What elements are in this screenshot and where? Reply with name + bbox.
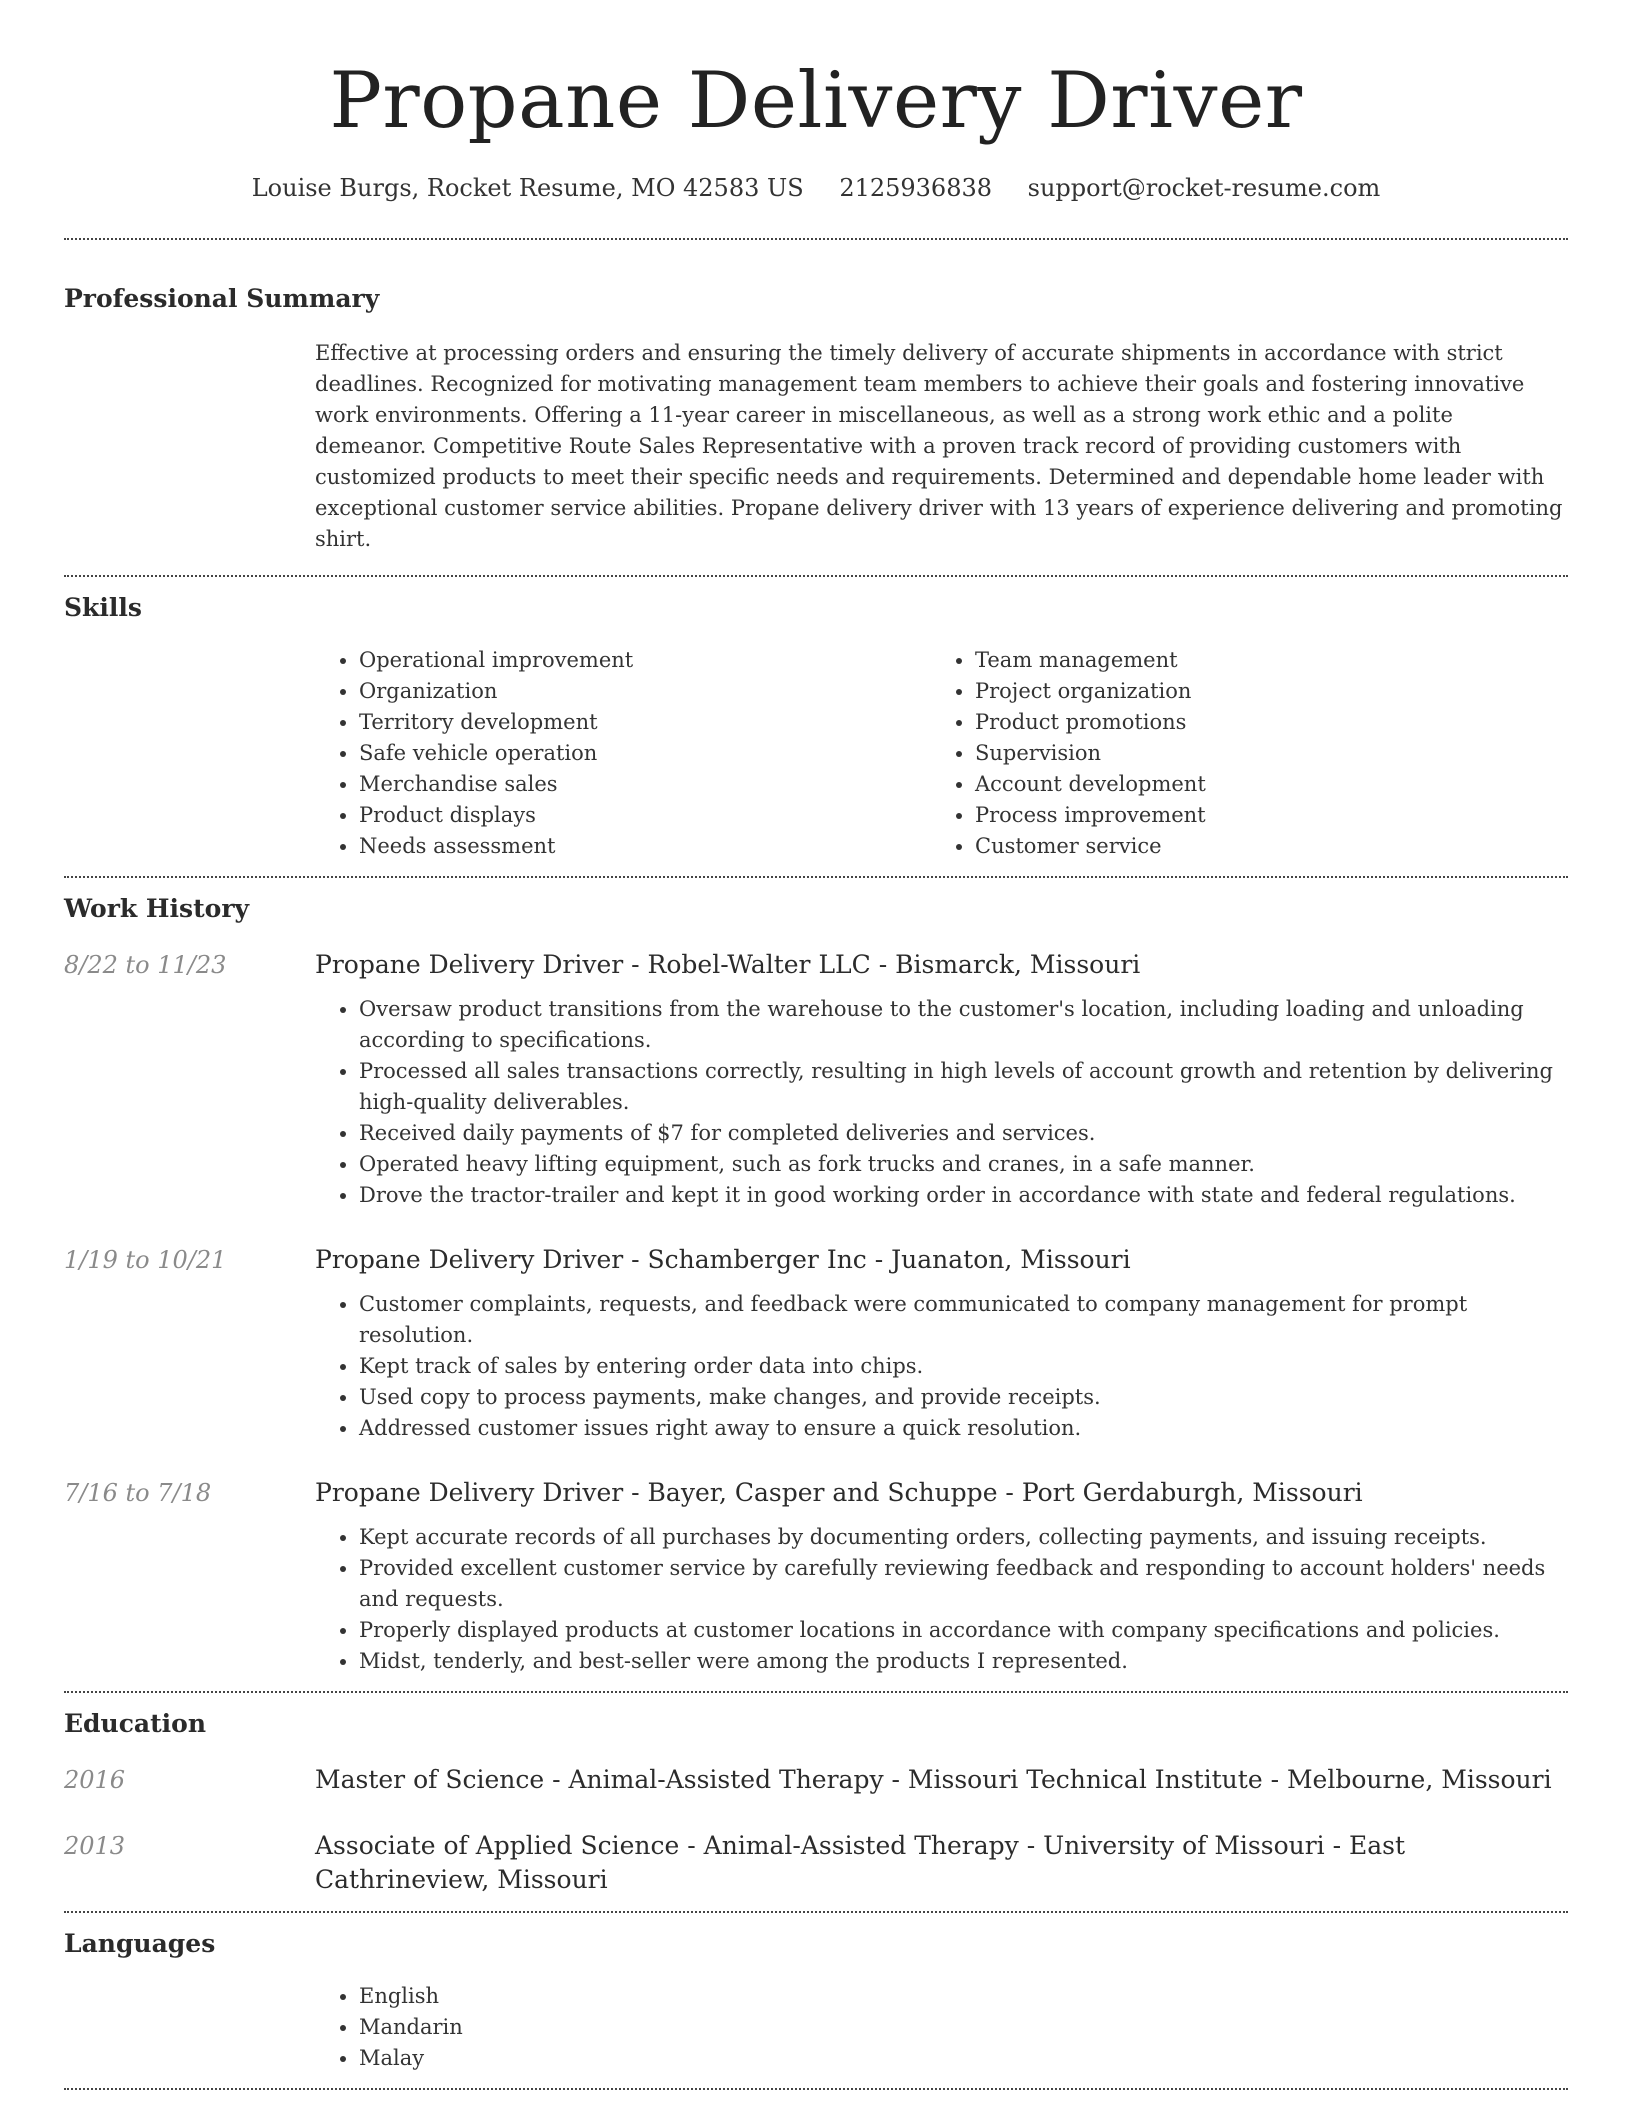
section-divider: [64, 2088, 1568, 2090]
job-bullet: • Kept accurate records of all purchases by documenting orders, collecting payments, and issuing receipts.: [359, 1522, 1568, 1553]
skill-item: • Needs assessment: [359, 831, 931, 862]
work-section: [64, 878, 1568, 1691]
job-bullet: • Drove the tractor-trailer and kept it in good working order in accordance with state and federal regulations.: [359, 1180, 1568, 1211]
summary-text: Effective at processing orders and ensuring the timely delivery of accurate shipments in accordance with strict deadlines. Recognized for motivating management team members to achieve their goals and fostering innovative work environments. Offering a 11-year career in miscellaneous, as well as a strong work ethic and a polite demeanor. Competitive Route Sales Representative with a proven track record of providing customers with customized products to meet their specific needs and requirements. Determined and dependable home leader with exceptional customer service abilities. Propane delivery driver with 13 years of experience delivering and promoting shirt.: [315, 341, 1563, 551]
skill-item: • Merchandise sales: [359, 769, 931, 800]
education-heading: Education: [64, 1709, 207, 1738]
job-bullets: [315, 1522, 1568, 1677]
job-bullet: • Received daily payments of $7 for completed deliveries and services.: [359, 1118, 1568, 1149]
skills-columns: [315, 625, 1568, 876]
job-date: 1/19 to 10/21: [64, 1246, 227, 1274]
skill-item: • Safe vehicle operation: [359, 738, 931, 769]
skill-item: • Operational improvement: [359, 645, 931, 676]
skill-item: • Territory development: [359, 707, 931, 738]
skills-list-left: [315, 645, 931, 862]
skill-item: • Organization: [359, 676, 931, 707]
skills-list-right: [931, 645, 1547, 862]
education-section: [64, 1693, 1568, 1911]
skills-section: [64, 577, 1568, 876]
summary-section: [64, 240, 1568, 575]
job-title: Propane Delivery Driver - Robel-Walter LLC - Bismarck, Missouri: [315, 950, 1141, 979]
contact-line: [64, 172, 1568, 204]
skill-item: • Team management: [975, 645, 1547, 676]
job-date: 8/22 to 11/23: [64, 951, 227, 979]
job-bullet: • Customer complaints, requests, and feedback were communicated to company management for prompt resolution.: [359, 1289, 1568, 1351]
job-date: 7/16 to 7/18: [64, 1479, 212, 1507]
education-date: 2013: [64, 1832, 126, 1860]
education-date: 2016: [64, 1766, 126, 1794]
skill-item: • Product promotions: [975, 707, 1547, 738]
job-title: Propane Delivery Driver - Bayer, Casper and Schuppe - Port Gerdaburgh, Missouri: [315, 1478, 1363, 1507]
job-bullet: • Used copy to process payments, make changes, and provide receipts.: [359, 1382, 1568, 1413]
job-bullet: • Addressed customer issues right away to ensure a quick resolution.: [359, 1413, 1568, 1444]
language-item: • Malay: [359, 2043, 1568, 2074]
language-item: • Mandarin: [359, 2012, 1568, 2043]
skill-item: • Process improvement: [975, 800, 1547, 831]
contact-address: Louise Burgs, Rocket Resume, MO 42583 US: [251, 174, 804, 202]
education-title: Master of Science - Animal-Assisted Therapy - Missouri Technical Institute - Melbourne, Missouri: [315, 1765, 1552, 1794]
job-bullet: • Properly displayed products at customer locations in accordance with company specifications and policies.: [359, 1615, 1568, 1646]
contact-phone: 2125936838: [839, 174, 993, 202]
languages-section: [64, 1913, 1568, 2088]
education-title: Associate of Applied Science - Animal-Assisted Therapy - University of Missouri - East Cathrineview, Missouri: [315, 1831, 1406, 1894]
job-bullets: [315, 1289, 1568, 1444]
resume-title: Propane Delivery Driver: [329, 56, 1303, 146]
languages-heading: Languages: [64, 1929, 216, 1958]
job-bullet: • Oversaw product transitions from the warehouse to the customer's location, including loading and unloading according to specifications.: [359, 994, 1568, 1056]
job-entry: [64, 1243, 1568, 1444]
skills-heading: Skills: [64, 593, 142, 622]
education-entry: [64, 1829, 1568, 1897]
job-entry: [64, 948, 1568, 1211]
contact-email: support@rocket-resume.com: [1027, 174, 1381, 202]
job-bullet: • Processed all sales transactions correctly, resulting in high levels of account growth and retention by delivering high-quality deliverables.: [359, 1056, 1568, 1118]
work-heading: Work History: [64, 894, 250, 923]
skill-item: • Product displays: [359, 800, 931, 831]
skill-item: • Customer service: [975, 831, 1547, 862]
language-item: • English: [359, 1981, 1568, 2012]
job-bullet: • Midst, tenderly, and best-seller were among the products I represented.: [359, 1646, 1568, 1677]
languages-list: [315, 1981, 1568, 2074]
skill-item: • Account development: [975, 769, 1547, 800]
job-bullet: • Provided excellent customer service by carefully reviewing feedback and responding to account holders' needs and requests.: [359, 1553, 1568, 1615]
job-bullet: • Kept track of sales by entering order data into chips.: [359, 1351, 1568, 1382]
skill-item: • Project organization: [975, 676, 1547, 707]
job-title: Propane Delivery Driver - Schamberger Inc - Juanaton, Missouri: [315, 1245, 1131, 1274]
skill-item: • Supervision: [975, 738, 1547, 769]
job-entry: [64, 1476, 1568, 1677]
job-bullet: • Operated heavy lifting equipment, such as fork trucks and cranes, in a safe manner.: [359, 1149, 1568, 1180]
education-entry: [64, 1763, 1568, 1797]
job-bullets: [315, 994, 1568, 1211]
summary-heading: Professional Summary: [64, 284, 380, 313]
